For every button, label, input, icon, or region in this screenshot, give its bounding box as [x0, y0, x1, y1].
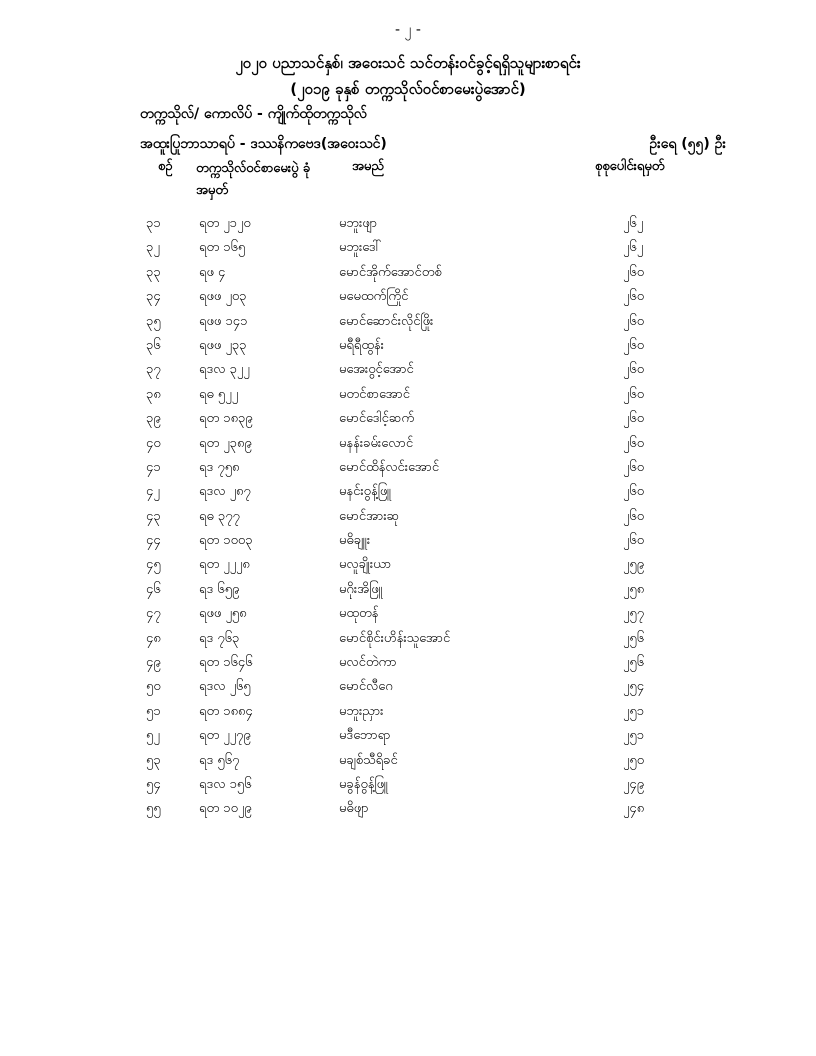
row-student-name: မနန်းခမ်းလောင်	[339, 435, 414, 451]
row-serial-number: ၄၁	[146, 459, 161, 475]
row-student-name: မဓိဖျာ	[339, 801, 369, 817]
row-roll-number: ရဒ ၅၆၇	[199, 752, 240, 768]
student-list	[0, 212, 816, 822]
row-roll-number: ရဒလ ၂၈၇	[199, 484, 251, 500]
table-row	[0, 627, 816, 651]
row-student-name: မောင်ဒေါင့်ဆက်	[339, 411, 415, 427]
table-row	[0, 285, 816, 309]
university-label: တက္ကသိုလ်/ ကောလိပ် - ကျိုက်ထိုတက္ကသိုလ်	[140, 106, 367, 122]
row-roll-number: ရဖဖ ၂၅၈	[199, 606, 247, 622]
row-roll-number: ရတ ၂၂၂၈	[199, 557, 250, 573]
row-serial-number: ၄၄	[146, 533, 161, 549]
row-serial-number: ၅၅	[146, 801, 161, 817]
row-total-marks: ၂၅၉	[623, 557, 645, 573]
table-row	[0, 236, 816, 260]
row-total-marks: ၂၅၈	[623, 581, 645, 597]
row-total-marks: ၂၅၄	[623, 679, 645, 695]
row-serial-number: ၃၆	[146, 337, 161, 353]
table-row	[0, 212, 816, 236]
table-row	[0, 749, 816, 773]
row-student-name: မောင်ဆောင်းလိုင်ဖြိုး	[339, 313, 434, 329]
row-serial-number: ၃၃	[146, 264, 161, 280]
major-subject-label: အထူးပြုဘာသာရပ် - ဒဿနိကဗေဒ(အဝေးသင်)	[140, 136, 387, 152]
row-serial-number: ၃၈	[146, 386, 161, 402]
row-total-marks: ၂၆၀	[623, 362, 645, 378]
row-roll-number: ရတ ၂၃၈၉	[199, 435, 252, 451]
column-header-serial: စဉ်	[158, 159, 173, 174]
row-roll-number: ရဖဖ ၂၃၃	[199, 337, 247, 353]
row-serial-number: ၄၅	[146, 557, 161, 573]
row-student-name: မဓိချူး	[339, 533, 371, 549]
row-serial-number: ၄၉	[146, 655, 161, 671]
table-row	[0, 578, 816, 602]
row-roll-number: ရဒ ၇၆၃	[199, 630, 240, 646]
row-student-name: မလင်တဲကာ	[339, 655, 397, 671]
row-total-marks: ၂၆၀	[623, 435, 645, 451]
table-row	[0, 651, 816, 675]
row-serial-number: ၃၂	[146, 240, 160, 256]
row-total-marks: ၂၆၀	[623, 459, 645, 475]
row-roll-number: ရတ ၁၀၂၉	[199, 801, 252, 817]
row-student-name: မောင်အားဆု	[339, 508, 400, 524]
row-total-marks: ၂၅၆	[623, 655, 645, 671]
row-serial-number: ၃၅	[146, 313, 161, 329]
row-total-marks: ၂၆၂	[623, 240, 644, 256]
row-roll-number: ရဖဖ ၂၀၃	[199, 289, 247, 305]
row-student-name: မောင်ထိန်လင်းအောင်	[339, 459, 440, 475]
row-roll-number: ရဒ ၇၅၈	[199, 459, 240, 475]
row-student-name: မောင်လီဂေ	[339, 679, 393, 695]
row-serial-number: ၃၇	[146, 362, 161, 378]
table-row	[0, 505, 816, 529]
table-row	[0, 358, 816, 382]
row-total-marks: ၂၄၉	[623, 776, 645, 792]
row-roll-number: ရတ ၂၁၂၀	[199, 216, 251, 231]
row-total-marks: ၂၄၈	[623, 801, 645, 817]
row-student-name: မတင်စာအောင်	[339, 386, 410, 402]
table-row	[0, 261, 816, 285]
table-row	[0, 407, 816, 431]
row-total-marks: ၂၅၆	[623, 630, 645, 646]
row-serial-number: ၃၄	[146, 289, 161, 305]
row-total-marks: ၂၆၀	[623, 386, 645, 402]
table-row	[0, 334, 816, 358]
table-row	[0, 480, 816, 504]
row-student-name: မနင်းဝွန့်ဖြူ	[339, 484, 392, 500]
row-roll-number: ရဒလ ၃၂၂	[199, 362, 250, 378]
total-count: ဦးရေ (၅၅) ဦး	[649, 136, 726, 152]
table-row	[0, 529, 816, 553]
table-row	[0, 675, 816, 699]
table-row	[0, 553, 816, 577]
row-serial-number: ၄၆	[146, 581, 161, 597]
row-student-name: မောင်စိုင်းဟိန်းသူအောင်	[339, 630, 451, 646]
table-row	[0, 456, 816, 480]
row-roll-number: ရဒလ ၂၆၅	[199, 679, 251, 695]
row-roll-number: ရဖဖ ၁၄၁	[199, 313, 248, 329]
table-row	[0, 797, 816, 821]
row-student-name: မဘူးညှား	[339, 703, 384, 719]
row-roll-number: ရတ ၂၂၇၉	[199, 728, 251, 744]
row-total-marks: ၂၅၀	[623, 752, 645, 768]
row-student-name: မဂိုးအိဖြူ	[339, 581, 383, 597]
row-total-marks: ၂၆၀	[623, 337, 645, 353]
row-total-marks: ၂၆၀	[623, 508, 645, 524]
row-student-name: မရီရီထွန်း	[339, 337, 384, 353]
row-roll-number: ရဓ ၅၂၂	[199, 386, 238, 402]
row-serial-number: ၃၉	[146, 411, 161, 427]
column-header-roll-number: တက္ကသိုလ်ဝင်စာမေးပွဲ ခုံအမှတ်	[196, 161, 311, 198]
row-student-name: မမေထက်ကြိုင်	[339, 289, 409, 305]
row-student-name: မချစ်သီရိခင်	[339, 752, 398, 768]
row-roll-number: ရတ ၁၀၀၃	[199, 533, 253, 549]
row-roll-number: ရတ ၁၈၃၉	[199, 411, 253, 427]
row-serial-number: ၄၇	[146, 606, 161, 622]
row-student-name: မဘူးဖျာ	[339, 216, 378, 231]
row-student-name: မလူချိုးယာ	[339, 557, 392, 573]
row-student-name: မထုတန်	[339, 606, 379, 622]
row-serial-number: ၅၁	[146, 703, 161, 719]
row-serial-number: ၄၂	[146, 484, 160, 500]
table-row	[0, 310, 816, 334]
table-row	[0, 700, 816, 724]
row-serial-number: ၄၀	[146, 435, 161, 451]
row-total-marks: ၂၆၀	[623, 484, 645, 500]
row-roll-number: ရဓ ၃၇၇	[199, 508, 240, 524]
row-total-marks: ၂၆၂	[623, 216, 644, 231]
row-total-marks: ၂၆၀	[623, 411, 645, 427]
table-row	[0, 602, 816, 626]
document-title: ၂၀၂၀ ပညာသင်နှစ်၊ အဝေးသင် သင်တန်းဝင်ခွင့်ရရှိသူများစာရင်း	[235, 54, 581, 72]
row-roll-number: ရဒ ၆၅၉	[199, 581, 240, 597]
row-roll-number: ရဒလ ၁၅၆	[199, 776, 252, 792]
row-total-marks: ၂၆၀	[623, 264, 645, 280]
table-row	[0, 383, 816, 407]
row-serial-number: ၅၀	[146, 679, 161, 695]
row-student-name: မဘူးဒေါ်	[339, 240, 382, 256]
row-roll-number: ရတ ၁၆၅	[199, 240, 246, 256]
row-serial-number: ၄၈	[146, 630, 161, 646]
column-header-total-marks: စုစုပေါင်းရမှတ်	[595, 159, 665, 174]
row-total-marks: ၂၅၇	[623, 606, 645, 622]
row-serial-number: ၅၃	[146, 752, 161, 768]
row-roll-number: ရတ ၁၆၄၆	[199, 655, 253, 671]
row-student-name: မောင်အိုက်အောင်တစ်	[339, 264, 442, 280]
row-total-marks: ၂၆၀	[623, 533, 645, 549]
document-subtitle: (၂၀၁၉ ခုနှစ် တက္ကသိုလ်ဝင်စာမေးပွဲအောင်)	[290, 80, 526, 98]
table-row	[0, 724, 816, 748]
page-number: - ၂ -	[395, 22, 421, 38]
table-row	[0, 432, 816, 456]
row-total-marks: ၂၅၁	[623, 703, 645, 719]
row-total-marks: ၂၆၀	[623, 313, 645, 329]
column-header-name: အမည်	[352, 159, 384, 174]
row-student-name: မခွန်ဝွန့်ဖြူ	[339, 776, 388, 792]
row-roll-number: ရဖ ၄	[199, 264, 226, 280]
table-row	[0, 773, 816, 797]
row-total-marks: ၂၅၁	[623, 728, 645, 744]
row-serial-number: ၅၄	[146, 776, 161, 792]
row-total-marks: ၂၆၀	[623, 289, 645, 305]
row-student-name: မအေးဝွင့်အောင်	[339, 362, 414, 378]
row-serial-number: ၄၃	[146, 508, 161, 524]
row-serial-number: ၃၁	[146, 216, 161, 231]
row-serial-number: ၅၂	[146, 728, 160, 744]
row-roll-number: ရတ ၁၈၈၄	[199, 703, 253, 719]
row-student-name: မဒီဘောရာ	[339, 728, 391, 744]
